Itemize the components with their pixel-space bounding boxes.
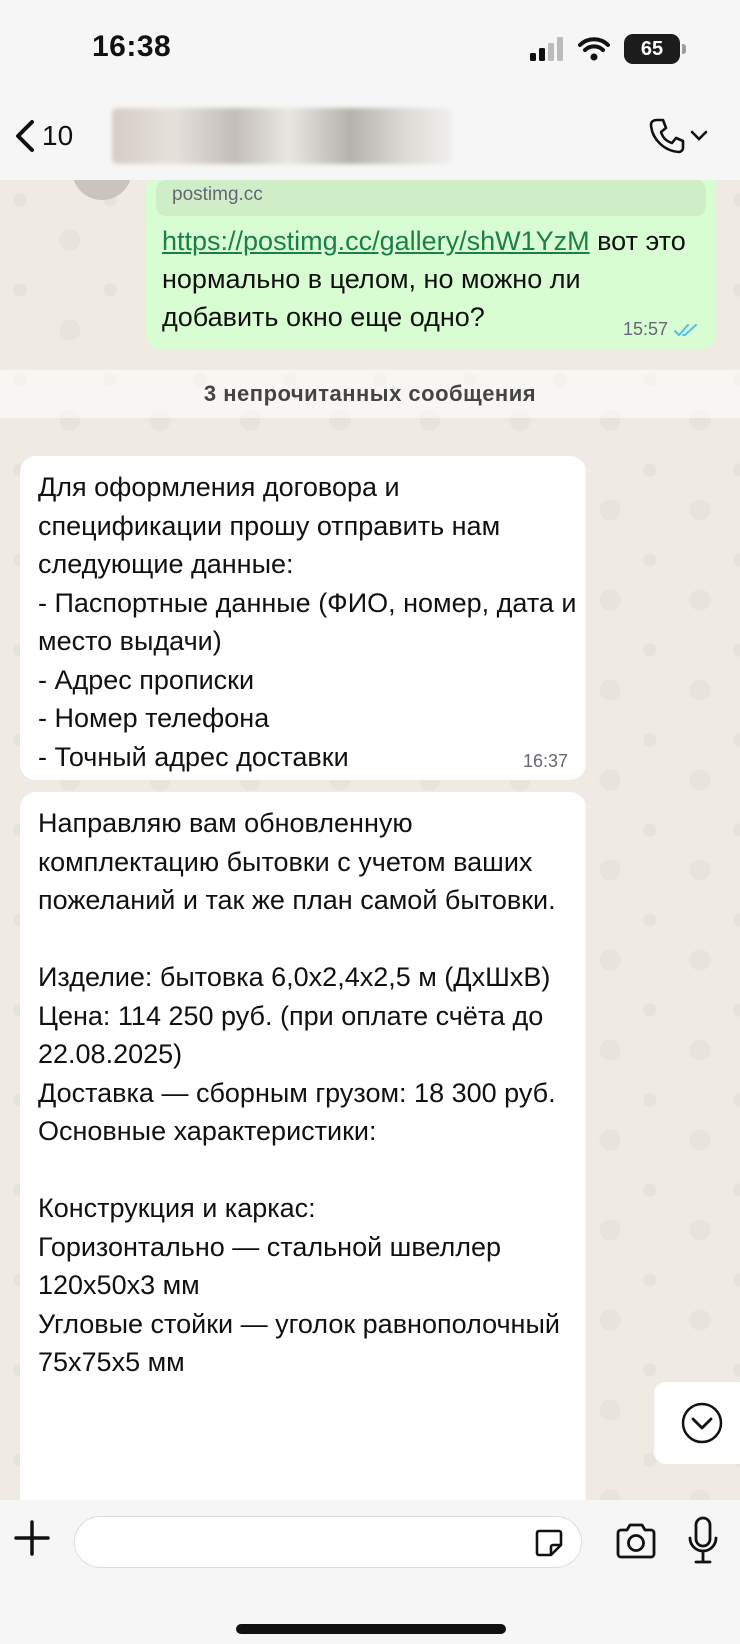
incoming-message-text: Направляю вам обновленную комплектацию бытовки с учетом ваших пожеланий и так же план самой бытовки. Изделие: бытовка 6,0х2,4х2,5 м (ДхШхВ) Цена: 114 250 руб. (при оплате счёта до 22.08.2025) Доставка — сборным грузом: 18 300 руб. Основные характеристики: Конструкция и каркас: Горизонтально — стальной швеллер 120х50х3 мм Угловые стойки — уголок равнополочный 75х75х5 мм	[38, 808, 560, 1377]
unread-divider: 3 непрочитанных сообщения	[0, 370, 740, 418]
back-button[interactable]	[14, 114, 73, 158]
status-time: 16:38	[92, 30, 172, 63]
double-check-icon	[674, 322, 700, 338]
outgoing-message-meta	[623, 319, 700, 340]
system-icons	[530, 34, 680, 64]
chevron-down-icon	[690, 130, 708, 142]
back-unread-count: 10	[42, 120, 74, 151]
signal-icon	[530, 37, 564, 61]
avatar	[72, 180, 132, 200]
sticker-icon[interactable]	[533, 1527, 565, 1559]
message-link[interactable]: https://postimg.cc/gallery/shW1YzM	[162, 226, 590, 256]
composer-bar	[0, 1500, 740, 1644]
contact-name-blurred[interactable]	[112, 108, 452, 164]
incoming-message[interactable]	[20, 456, 586, 780]
message-time: 16:37	[522, 751, 568, 771]
home-indicator	[236, 1624, 506, 1634]
chevron-down-circle-icon	[680, 1401, 724, 1445]
battery-icon: 65	[624, 34, 680, 64]
incoming-message[interactable]	[20, 792, 586, 1500]
wifi-icon	[578, 37, 610, 61]
outgoing-message-body: вот это нормально в целом, но можно ли добавить окно еще одно?	[162, 226, 686, 332]
phone-icon	[648, 117, 686, 155]
scroll-to-bottom-button[interactable]	[654, 1382, 740, 1464]
chevron-left-icon	[14, 119, 36, 153]
chat-header	[0, 100, 740, 180]
plus-icon[interactable]	[12, 1518, 52, 1558]
status-bar	[0, 0, 740, 100]
message-time: 15:57	[622, 319, 668, 339]
outgoing-message-text	[162, 222, 702, 336]
call-button[interactable]	[648, 114, 708, 158]
message-input[interactable]	[74, 1516, 582, 1568]
microphone-icon[interactable]	[686, 1516, 720, 1566]
message-list[interactable]	[0, 180, 740, 1500]
link-preview-domain: postimg.cc	[172, 184, 263, 205]
outgoing-message[interactable]	[146, 180, 716, 350]
incoming-message-text: Для оформления договора и спецификации прошу отправить нам следующие данные: - Паспортные данные (ФИО, номер, дата и место выдачи) - Адрес прописки - Номер телефона - Точный адрес доставки	[38, 472, 577, 772]
link-preview[interactable]	[156, 180, 706, 216]
camera-icon[interactable]	[614, 1520, 658, 1564]
